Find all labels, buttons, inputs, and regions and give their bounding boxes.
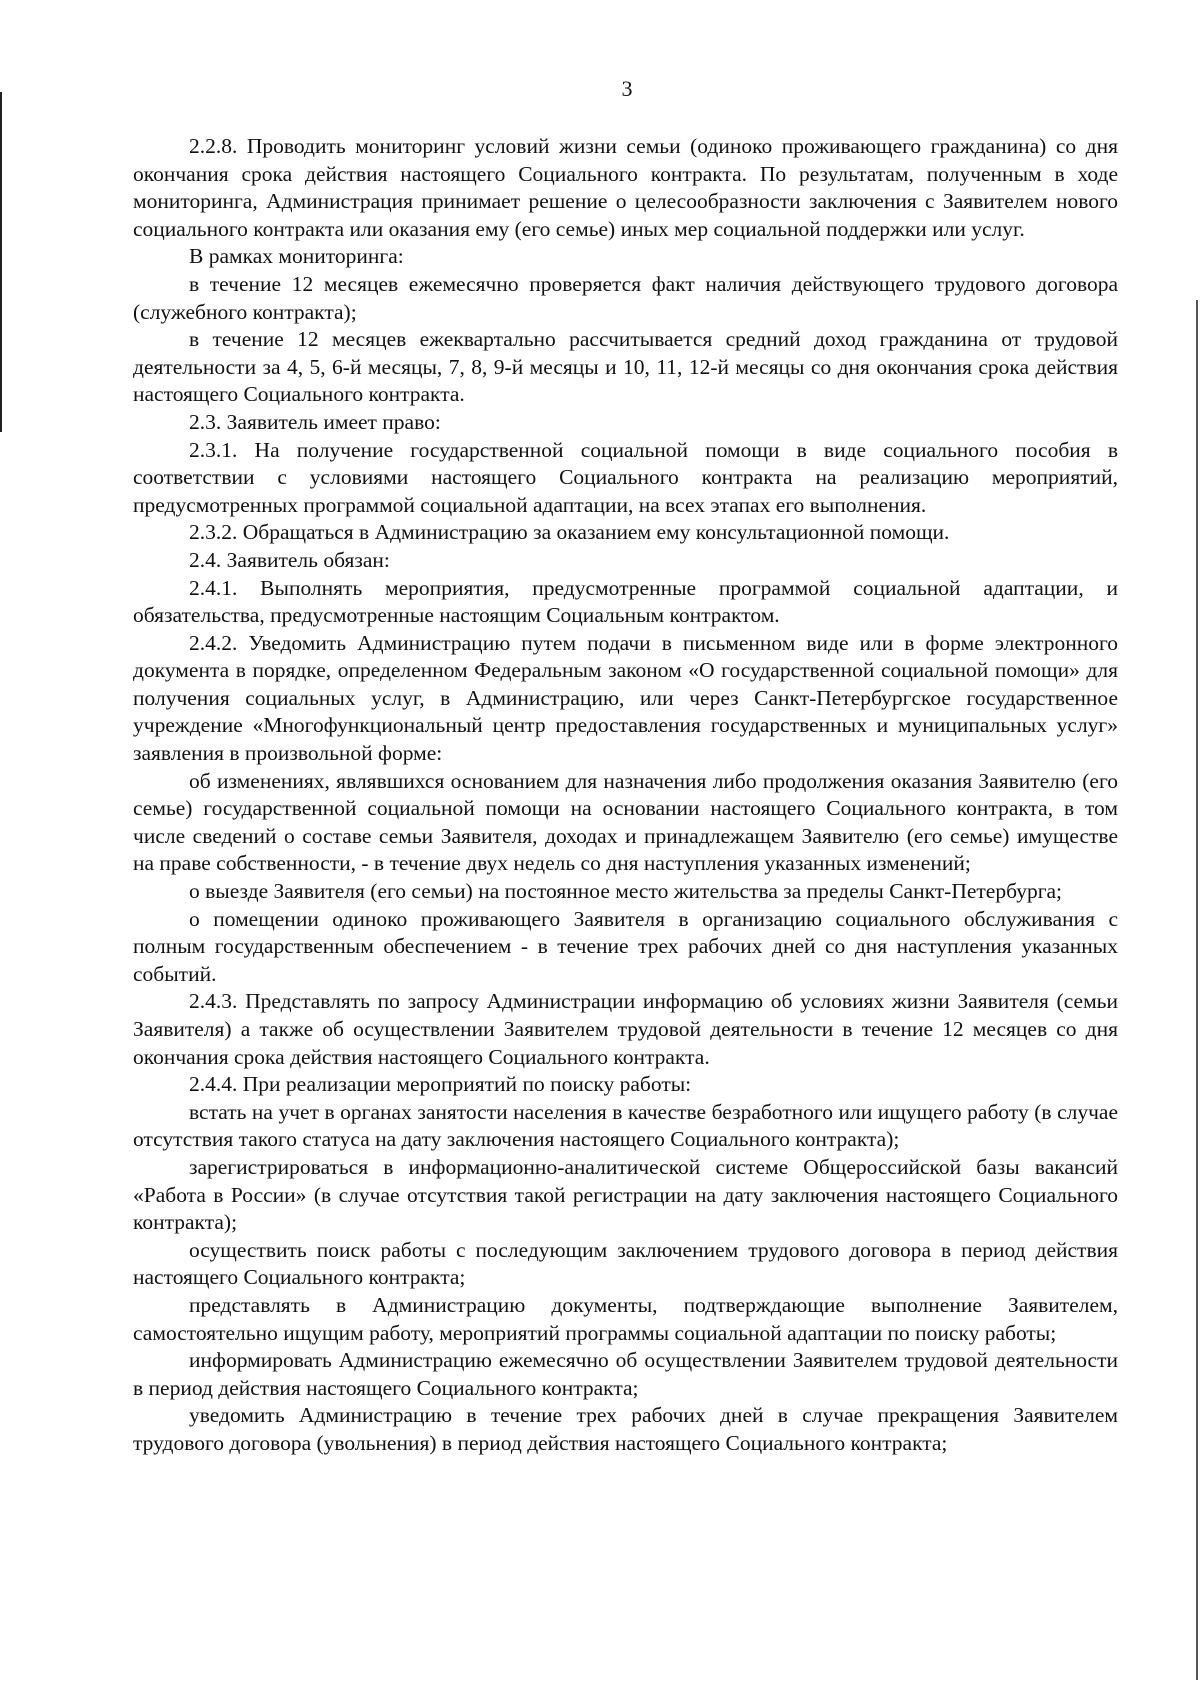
- paragraph-monitoring-quarterly: в течение 12 месяцев ежеквартально рассчитывается средний доход гражданина от трудовой деятельности за 4, 5, 6-й месяцы, 7, 8, 9-й месяцы и 10, 11, 12-й месяцы со дня окончания срока действия настоящего Социального контракта.: [133, 327, 1118, 407]
- paragraph-changes-notice: об изменениях, являвшихся основанием для назначения либо продолжения оказания Заявителю (его семье) государственной социальной помощи на основании настоящего Социального контракта, в том числе сведений о составе семьи Заявителя, доходах и принадлежащем Заявителю (его семье) имуществе на праве собственности, - в течение двух недель со дня наступления указанных изменений;: [133, 768, 1118, 876]
- paragraph-departure-notice: о выезде Заявителя (его семьи) на постоянное место жительства за пределы Санкт-Петербурга;: [189, 879, 1063, 904]
- paragraph-2-3-1: 2.3.1. На получение государственной социальной помощи в виде социального пособия в соответствии с условиями настоящего Социального контракта на реализацию мероприятий, предусмотренных программой социальной адаптации, на всех этапах его выполнения.: [133, 437, 1118, 517]
- paragraph-2-2-8: 2.2.8. Проводить мониторинг условий жизни семьи (одиноко проживающего гражданина) со дня окончания срока действия настоящего Социального контракта. По результатам, полученным в ходе мониторинга, Администрация принимает решение о целесообразности заключения с Заявителем нового социального контракта или оказания ему (его семье) иных мер социальной поддержки или услуг.: [133, 134, 1118, 241]
- paragraph-submit-documents: представлять в Администрацию документы, подтверждающие выполнение Заявителем, самостоятельно ищущим работу, мероприятий программы социальной адаптации по поиску работы;: [133, 1292, 1118, 1345]
- paragraph-register-employment: встать на учет в органах занятости населения в качестве безработного или ищущего работу (в случае отсутствия такого статуса на дату заключения настоящего Социального контракта);: [133, 1099, 1118, 1152]
- paragraph-2-3-2: 2.3.2. Обращаться в Администрацию за оказанием ему консультационной помощи.: [189, 520, 950, 545]
- paragraph-register-system: зарегистрироваться в информационно-аналитической системе Общероссийской базы вакансий «Работа в России» (в случае отсутствия такой регистрации на дату заключения настоящего Социального контракта);: [133, 1154, 1118, 1235]
- paragraph-2-4: 2.4. Заявитель обязан:: [189, 547, 390, 572]
- paragraph-notify-termination: уведомить Администрацию в течение трех рабочих дней в случае прекращения Заявителем трудового договора (увольнения) в период действия настоящего Социального контракта;: [133, 1403, 1118, 1455]
- scan-edge-right: [1196, 300, 1198, 1680]
- page-number: 3: [621, 76, 633, 101]
- paragraph-2-4-1: 2.4.1. Выполнять мероприятия, предусмотренные программой социальной адаптации, и обязательства, предусмотренные настоящим Социальным контрактом.: [133, 575, 1118, 628]
- paragraph-2-4-4: 2.4.4. При реализации мероприятий по поиску работы:: [189, 1072, 692, 1097]
- paragraph-inform-monthly: информировать Администрацию ежемесячно об осуществлении Заявителем трудовой деятельности в период действия настоящего Социального контракта;: [133, 1348, 1118, 1400]
- paragraph-2-3: 2.3. Заявитель имеет право:: [189, 409, 441, 434]
- paragraph-2-4-2: 2.4.2. Уведомить Администрацию путем подачи в письменном виде или в форме электронного документа в порядке, определенном Федеральным законом «О государственной социальной помощи» для получения социальных услуг, в Администрацию, или через Санкт-Петербургское государственное учреждение «Многофункциональный центр предоставления государственных и муниципальных услуг» заявления в произвольной форме:: [133, 630, 1118, 766]
- document-body: [133, 133, 1118, 1458]
- paragraph-placement-notice: о помещении одиноко проживающего Заявителя в организацию социального обслуживания с полным государственным обеспечением - в течение трех рабочих дней со дня наступления указанных событий.: [133, 906, 1118, 986]
- paragraph-job-search: осуществить поиск работы с последующим заключением трудового договора в период действия настоящего Социального контракта;: [133, 1237, 1118, 1290]
- scan-edge-left: [0, 92, 2, 432]
- paragraph-2-4-3: 2.4.3. Представлять по запросу Администрации информацию об условиях жизни Заявителя (семьи Заявителя) а также об осуществлении Заявителем трудовой деятельности в течение 12 месяцев со дня окончания срока действия настоящего Социального контракта.: [133, 989, 1118, 1069]
- paragraph-monitoring-intro: В рамках мониторинга:: [189, 244, 404, 269]
- paragraph-monitoring-monthly: в течение 12 месяцев ежемесячно проверяется факт наличия действующего трудового договора (служебного контракта);: [133, 271, 1118, 324]
